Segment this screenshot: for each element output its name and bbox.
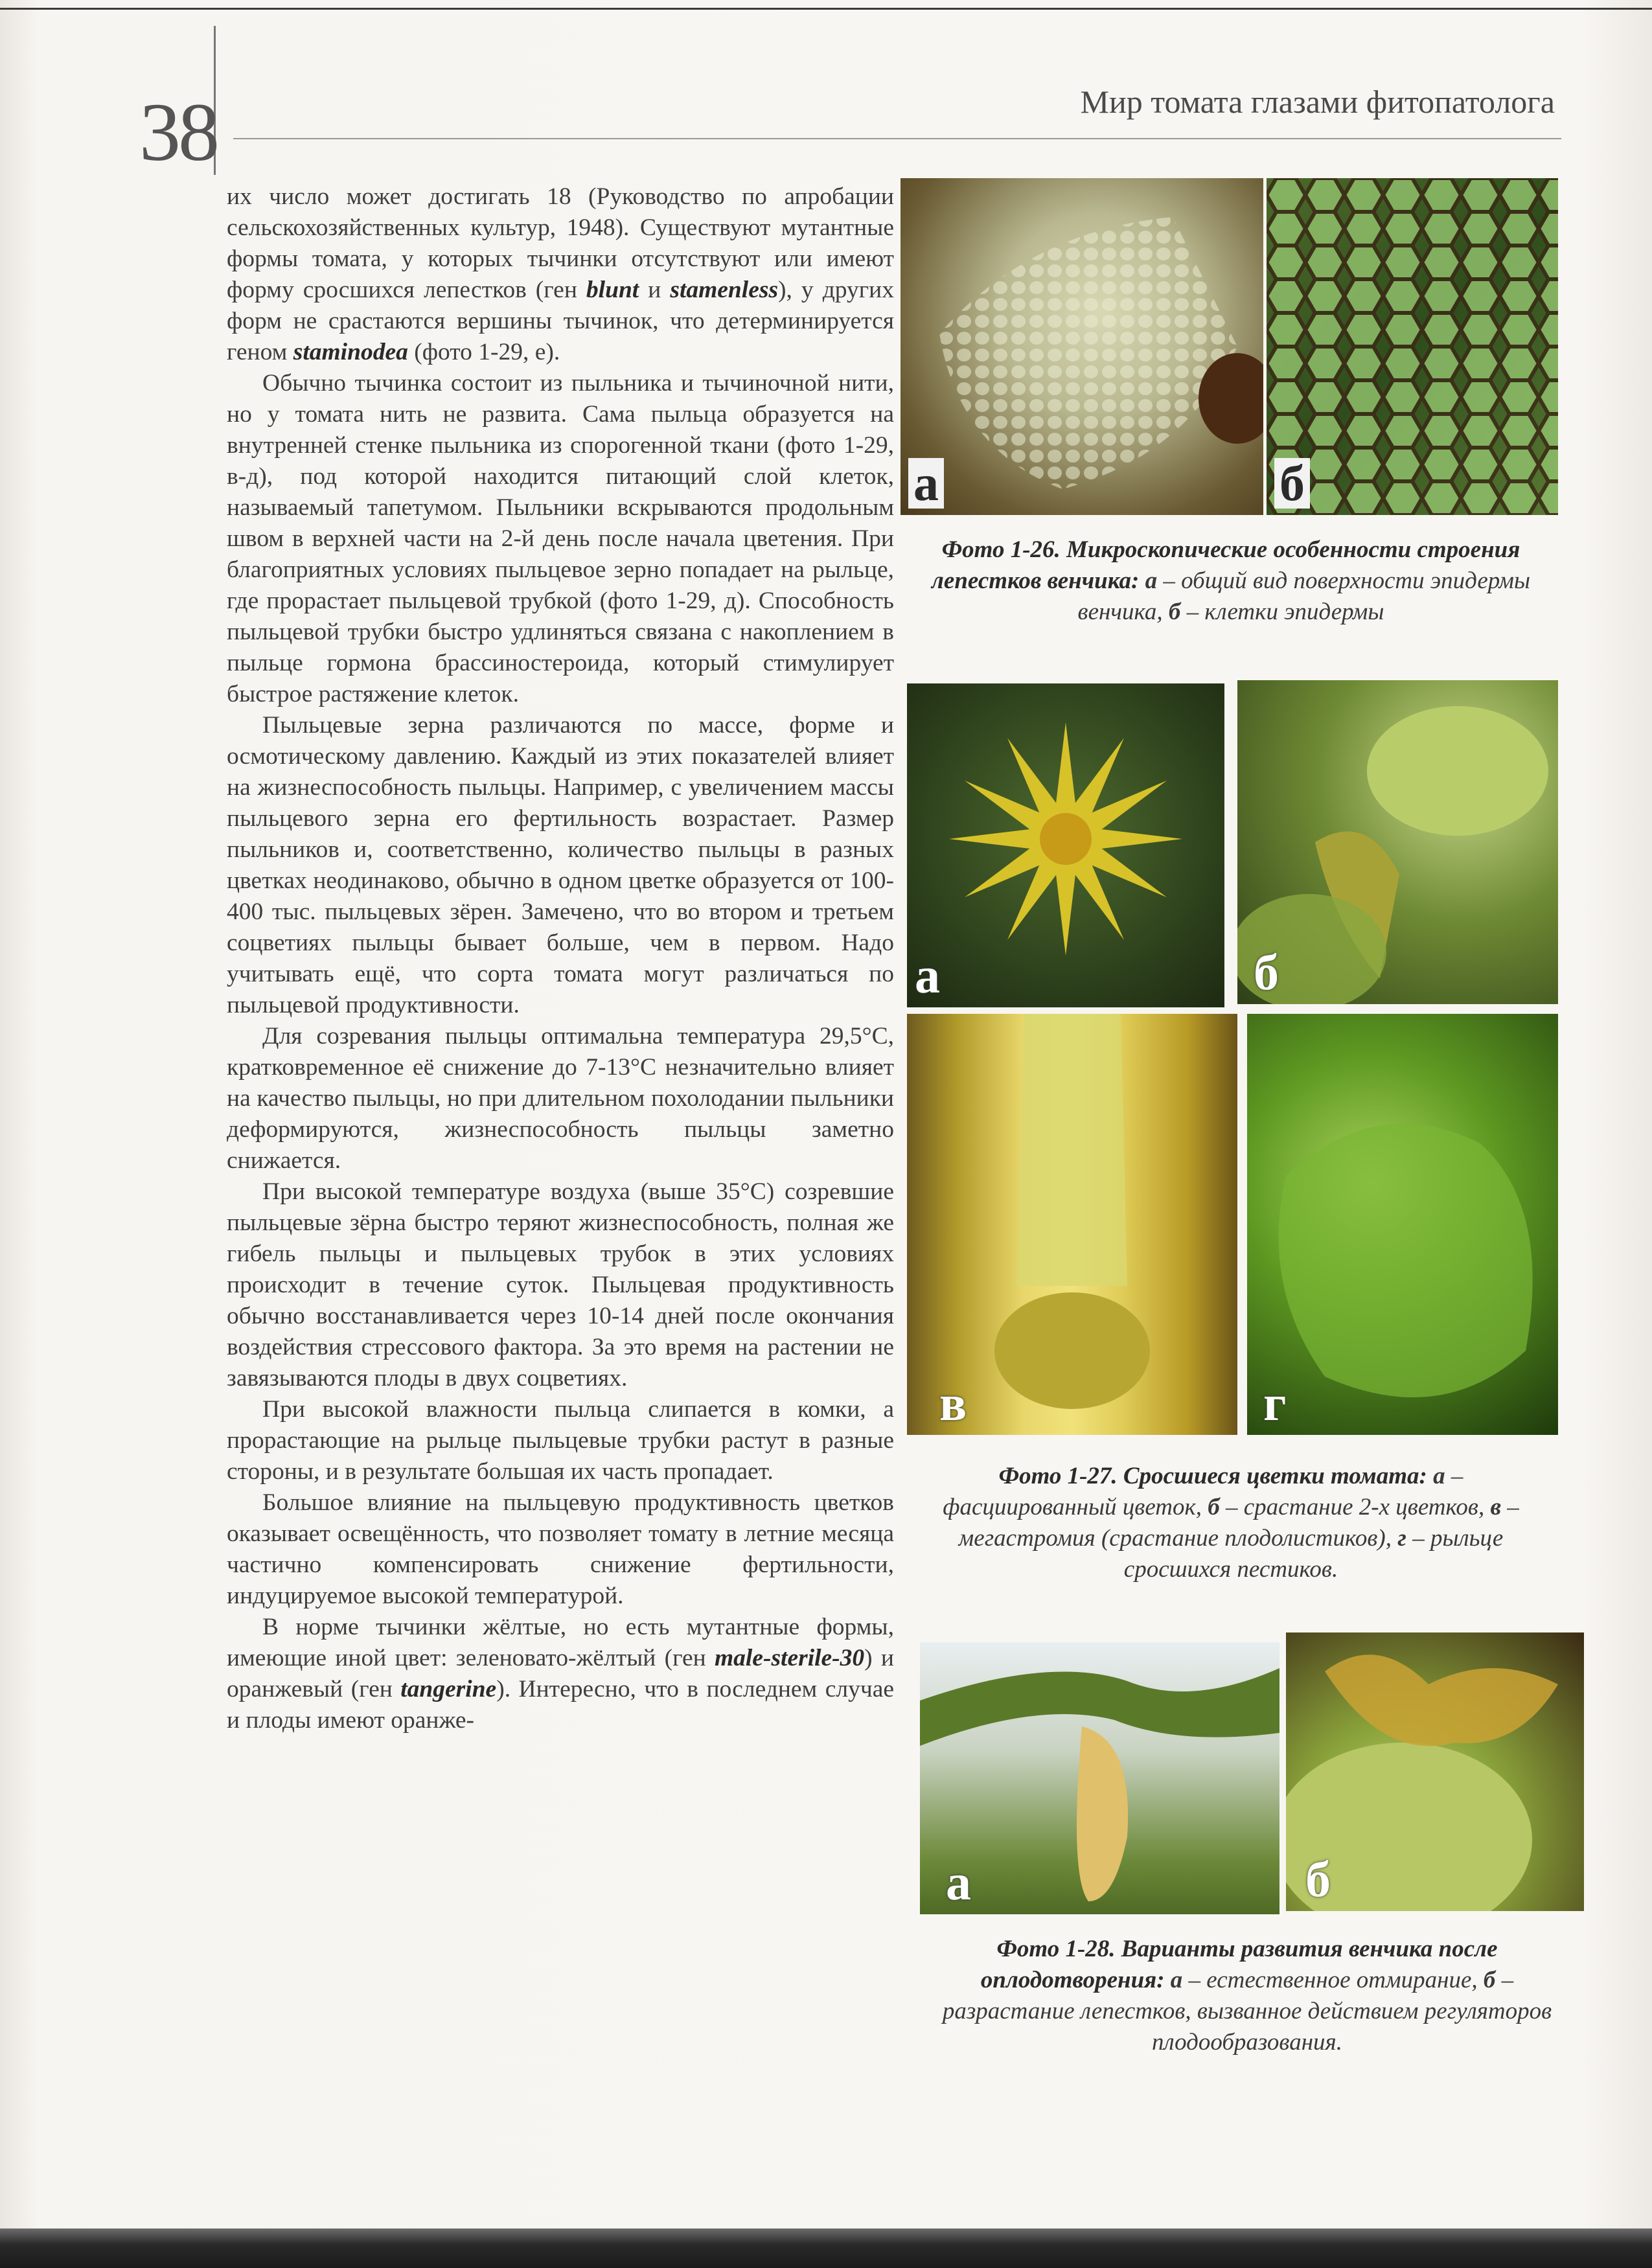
photo-1-27-g [1247, 1014, 1558, 1435]
photo-letter: б [1274, 458, 1310, 509]
photo-letter: г [1263, 1375, 1287, 1431]
photo-1-28-a [920, 1642, 1279, 1914]
caption-photo-1-26: Фото 1-26. Микроскопические особенности строения лепестков венчика: а – общий вид поверхности эпидермы венчика, б – клетки эпидермы [931, 536, 1531, 625]
paragraph-1: их число может достигать 18 (Руководство по апробации сельскохозяйственных культур, 1948). Существуют мутантные формы томата, у которых тычинки отсутствуют или имеют форму сросшихся лепестков (ген blunt и stamenless), у других форм не срастаются вершины тычинок, что детерминируется геном staminodea (фото 1-29, е). [227, 183, 894, 365]
photo-1-27-v [907, 1014, 1237, 1435]
photo-letter: б [1254, 944, 1279, 1000]
paragraph-8: В норме тычинки жёлтые, но есть мутантные формы, имеющие иной цвет: зеленовато-жёлтый (ген male-sterile-30) и оранжевый (ген tangerine). Интересно, что в последнем случае и плоды имеют оранже- [227, 1614, 894, 1734]
photo-1-27-a [907, 683, 1224, 1007]
photo-1-28-b [1286, 1632, 1584, 1911]
photo-letter: а [946, 1854, 971, 1910]
running-title: Мир томата глазами фитопатолога [1080, 84, 1555, 120]
photo-1-26-a [901, 178, 1263, 515]
scan-top-edge [0, 8, 1652, 10]
body-text-column [227, 181, 894, 1736]
paragraph-2: Обычно тычинка состоит из пыльника и тычиночной нити, но у томата нить не развита. Сама пыльца образуется на внутренней стенке пыльника из спорогенной ткани (фото 1-29, в-д), под которой находится питающий слой клеток, называемый тапетумом. Пыльники вскрываются продольным швом в верхней части на 2-й день после начала цветения. При благоприятных условиях пыльцевое зерно попадает на рыльце, где прорастает пыльцевой трубкой (фото 1-29, д). Способность пыльцевой трубки быстро удлиняться связана с накоплением в пыльце гормона брассиностероида, который стимулирует быстрое растяжение клеток. [227, 370, 894, 707]
paragraph-4: Для созревания пыльцы оптимальна температура 29,5°С, кратковременное её снижение до 7-13°С незначительно влияет на качество пыльцы, но при длительном похолодании пыльники деформируются, жизнеспособность пыльцы заметно снижается. [227, 1023, 894, 1174]
photo-1-27-b [1237, 680, 1558, 1004]
paragraph-3: Пыльцевые зерна различаются по массе, форме и осмотическому давлению. Каждый из этих показателей влияет на жизнеспособность пыльцы. Например, с увеличением массы пыльцевого зерна его фертильность возрастает. Размер пыльников и, соответственно, количество пыльцы в разных цветках неодинаково, обычно в одном цветке образуется от 100-400 тыс. пыльцевых зёрен. Замечено, что во втором и третьем соцветиях пыльцы бывает больше, чем в первом. Надо учитывать ещё, что сорта томата могут различаться по пыльцевой продуктивности. [227, 712, 894, 1018]
paragraph-5: При высокой температуре воздуха (выше 35°С) созревшие пыльцевые зёрна быстро теряют жизнеспособность, полная же гибель пыльцы и пыльцевых трубок в этих условиях происходит в течение суток. Пыльцевая продуктивность обычно восстанавливается через 10-14 дней после окончания воздействия стрессового фактора. За это время на растении не завязываются плоды в двух соцветиях. [227, 1178, 894, 1392]
scan-bottom-edge [0, 2228, 1652, 2268]
page-number: 38 [139, 86, 217, 178]
photo-letter: а [915, 947, 940, 1003]
paragraph-7: Большое влияние на пыльцевую продуктивность цветков оказывает освещённость, что позволяет томату в летние месяца частично компенсировать снижение фертильности, индуцируемое высокой температурой. [227, 1489, 894, 1609]
paragraph-6: При высокой влажности пыльца слипается в комки, а прорастающие на рыльце пыльцевые трубки растут в разные стороны, и в результате большая их часть пропадает. [227, 1396, 894, 1485]
photo-letter: б [1305, 1851, 1331, 1907]
photo-letter: в [939, 1375, 967, 1431]
caption-photo-1-28: Фото 1-28. Варианты развития венчика после оплодотворения: а – естественное отмирание, б – разрастание лепестков, вызванное действием регуляторов плодообразования. [942, 1936, 1552, 2056]
header-rule [233, 138, 1561, 139]
photo-1-26-b [1267, 178, 1558, 515]
caption-photo-1-27: Фото 1-27. Сросшиеся цветки томата: а – фасциированный цветок, б – срастание 2-х цветков, в – мегастромия (срастание плодолистиков), г – рыльце сросшихся пестиков. [943, 1463, 1519, 1583]
photo-letter: а [908, 458, 944, 509]
